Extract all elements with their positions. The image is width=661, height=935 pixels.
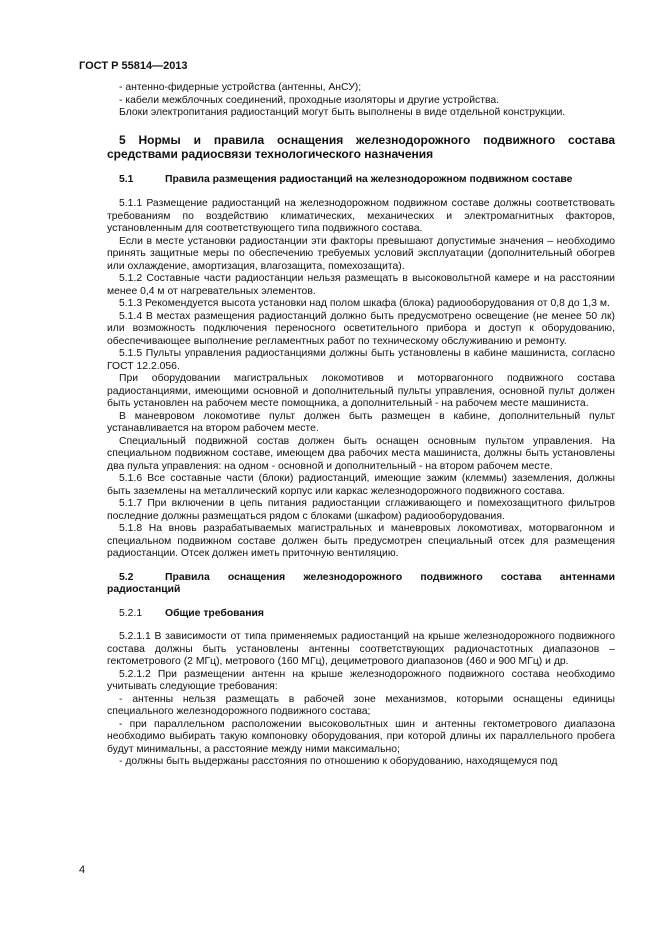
section-number: 5.1 [119,173,134,185]
paragraph: 5.2.1.2 При размещении антенн на крыше железнодорожного подвижного состава необходимо учитывать следующие требования: [107,668,615,692]
paragraph: Если в месте установки радиостанции эти факторы превышают допустимые значения – необходимо принять защитные меры по обеспечению требуемых условий эксплуатации (дополнительный обогрев или охлаждение, амортизация, влагозащита, помехозащита). [107,235,615,272]
paragraph: 5.1.2 Составные части радиостанции нельзя размещать в высоковольтной камере и на расстоянии менее 0,4 м от нагревательных элементов. [107,273,615,297]
page-number: 4 [79,864,86,876]
section-number: 5.2.1 [119,607,143,619]
paragraph: 5.1.1 Размещение радиостанций на железнодорожном подвижном составе должны соответствовать требованиям по воздействию климатических, механических и электромагнитных факторов, установленным для соответствующего типа подвижного состава. [107,198,615,234]
section-title: Правила размещения радиостанций на железнодорожном подвижном составе [165,173,573,185]
paragraph: 5.1.8 На вновь разрабатываемых магистральных и маневровых локомотивах, моторвагонном и специальном подвижном составе должен быть предусмотрен специальный отсек для размещения радиостанции. Отсек должен иметь приточную вентиляцию. [107,523,615,559]
section-number: 5.2 [119,571,134,583]
paragraph: 5.1.7 При включении в цепь питания радиостанции сглаживающего и помехозащитного фильтров последние должны размещаться рядом с блоками (шкафом) радиооборудования. [107,498,615,522]
document-body [107,82,615,769]
paragraph: При оборудовании магистральных локомотивов и моторвагонного подвижного состава радиостанциями, имеющими основной и дополнительный пульты управления, основной пульт должен быть установлен на рабочем месте помощника, а дополнительный - на рабочем месте машиниста. [107,373,615,409]
section-title: Правила оснащения железнодорожного подвижного состава антеннами радиостанций [107,571,615,595]
paragraph: - при параллельном расположении высоковольтных шин и антенны гектометрового диапазона необходимо выбирать такую компоновку оборудования, при которой длины их параллельного пробега будут минимальны, а расстояние между ними максимально; [107,718,615,755]
paragraph: Специальный подвижной состав должен быть оснащен основным пультом управления. На специальном подвижном составе, имеющем два рабочих места машиниста, должны быть установлены два пульта управления: на одном - основной и дополнительный - на втором рабочем месте. [107,435,615,472]
section-5-2-1-heading [107,608,615,621]
section-5-1-heading [107,174,615,187]
section-5-heading: 5 Нормы и правила оснащения железнодорожного подвижного состава средствами радиосвязи технологического назначения [107,132,615,161]
paragraph: 5.2.1.1 В зависимости от типа применяемых радиостанций на крыше железнодорожного подвижного состава должны быть установлены антенны соответствующих радиочастотных диапазонов – гектометрового (2 МГц), метрового (160 МГц), дециметрового диапазонов (460 и 900 МГц) и др. [107,631,615,667]
paragraph: - должны быть выдержаны расстояния по отношению к оборудованию, находящемуся под [119,756,558,767]
intro-line: Блоки электропитания радиостанций могут быть выполнены в виде отдельной конструкции. [119,107,566,118]
paragraph: В маневровом локомотиве пульт должен быть размещен в кабине, дополнительный пульт устанавливается на втором рабочем месте. [107,410,615,434]
paragraph: 5.1.3 Рекомендуется высота установки над полом шкафа (блока) радиооборудования от 0,8 до 1,3 м. [119,298,610,309]
intro-line: - антенно-фидерные устройства (антенны, АнСУ); [119,82,362,93]
section-5-2-heading [107,572,615,597]
paragraph: - антенны нельзя размещать в рабочей зоне механизмов, которыми оснащены единицы специального железнодорожного подвижного состава; [107,693,615,717]
section-title: Общие требования [165,607,264,619]
document-header: ГОСТ Р 55814—2013 [79,60,188,72]
paragraph: 5.1.5 Пульты управления радиостанциями должны быть установлены в кабине машиниста, согласно ГОСТ 12.2.056. [107,348,615,372]
intro-line: - кабели межблочных соединений, проходные изоляторы и другие устройства. [119,94,500,106]
paragraph: 5.1.4 В местах размещения радиостанций должно быть предусмотрено освещение (не менее 50 лк) или возможность подключения переносного осветительного прибора и доступ к оборудованию, обеспечивающее выполнение регламентных работ по техническому обслуживанию и ремонту. [107,310,615,347]
paragraph: 5.1.6 Все составные части (блоки) радиостанций, имеющие зажим (клеммы) заземления, должны быть заземлены на металлический корпус или каркас железнодорожного подвижного состава. [107,473,615,497]
